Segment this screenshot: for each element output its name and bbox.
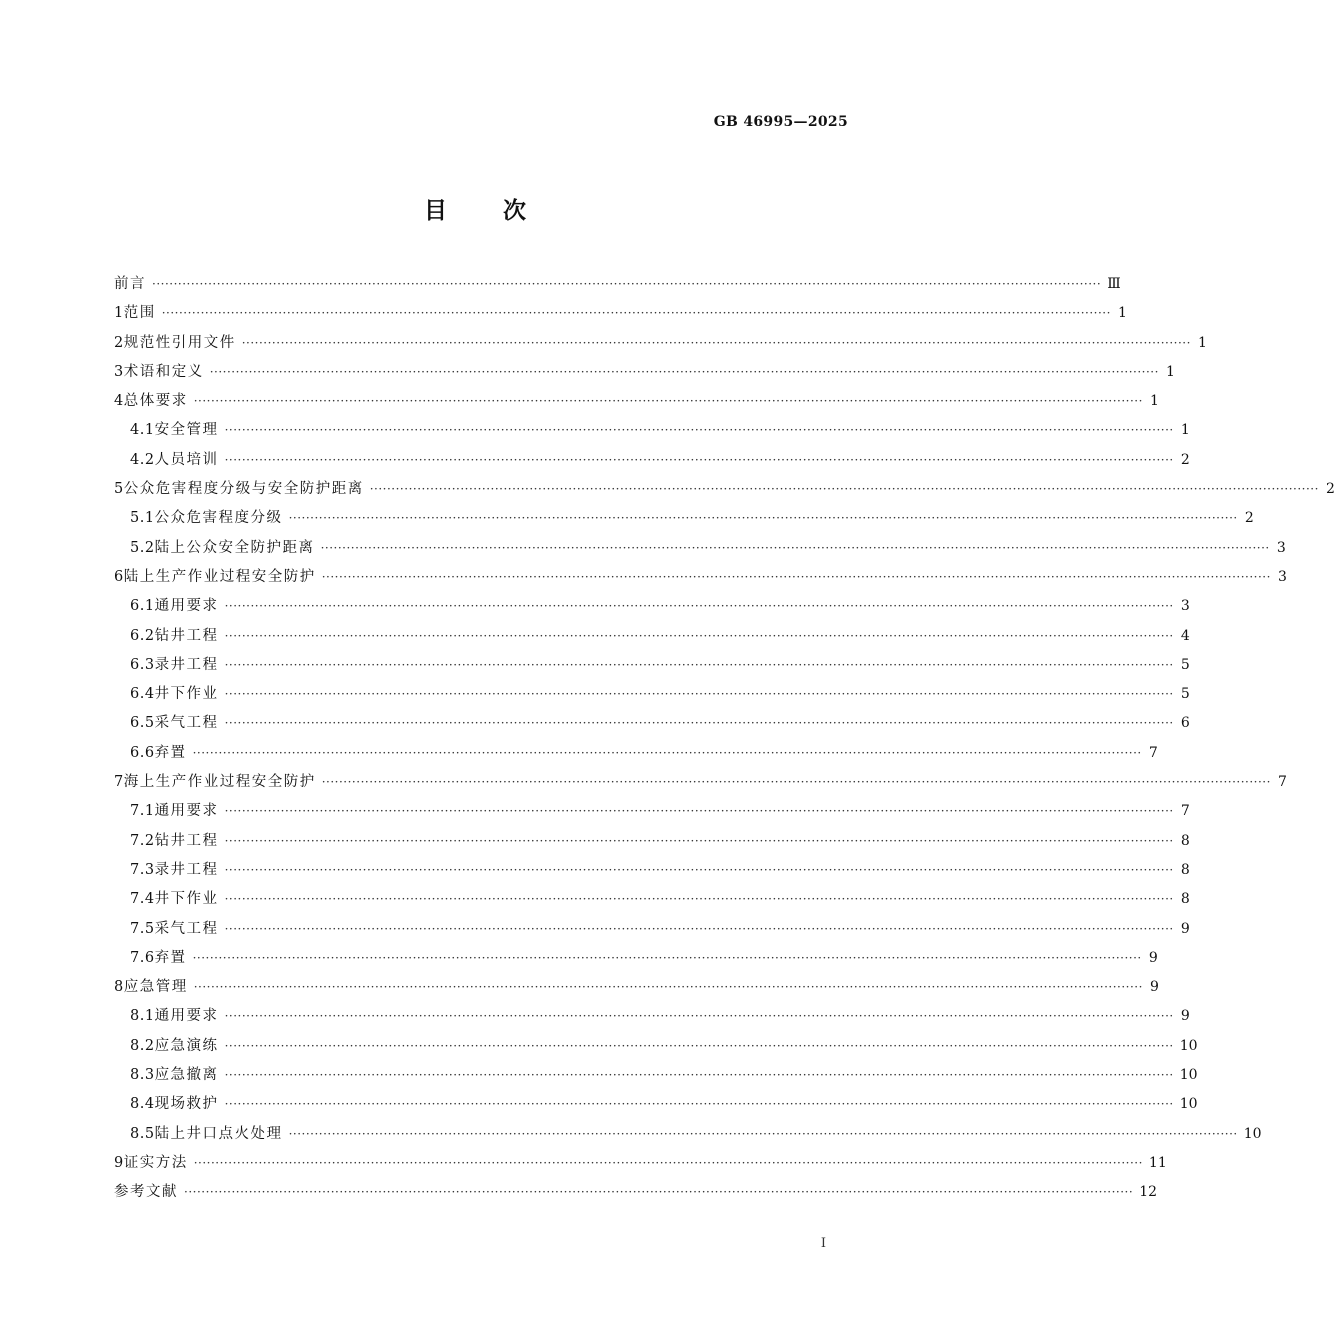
toc-dot-leader: ····························································································································································································································: [369, 482, 1319, 497]
toc-entry-page: 3: [1278, 568, 1287, 585]
toc-entry[interactable]: [114, 797, 1190, 826]
toc-entry-number: 1: [114, 305, 124, 322]
toc-dot-leader: ····························································································································································································································: [224, 804, 1174, 819]
toc-entry-page: 1: [1198, 334, 1207, 351]
toc-entry[interactable]: [114, 270, 1121, 299]
toc-entry[interactable]: [114, 387, 1159, 416]
toc-entry-number: 5.2: [130, 539, 155, 556]
toc-entry-number: 7: [114, 774, 124, 791]
toc-entry[interactable]: [114, 973, 1159, 1002]
toc-entry-title: 规范性引用文件: [123, 334, 236, 351]
toc-entry-page: 12: [1139, 1184, 1158, 1201]
toc-entry[interactable]: [114, 1002, 1190, 1031]
toc-entry-number: 6.6: [130, 744, 155, 761]
toc-entry-title: 人员培训: [154, 451, 219, 468]
toc-entry-title: 公众危害程度分级: [154, 510, 283, 527]
toc-entry-number: 6.4: [130, 686, 155, 703]
toc-entry[interactable]: [114, 885, 1190, 914]
toc-entry-title: 现场救护: [154, 1096, 219, 1113]
toc-entry-title: 陆上生产作业过程安全防护: [123, 568, 316, 585]
toc-entry[interactable]: [114, 299, 1127, 328]
toc-entry[interactable]: [114, 534, 1286, 563]
toc-dot-leader: ····························································································································································································································: [161, 306, 1111, 321]
toc-dot-leader: ····························································································································································································································: [224, 628, 1174, 643]
toc-dot-leader: ····························································································································································································································: [288, 1126, 1238, 1141]
toc-entry-page: 11: [1148, 1154, 1167, 1171]
toc-entry-number: 6.5: [130, 715, 155, 732]
toc-entry[interactable]: [114, 358, 1175, 387]
toc-dot-leader: ····························································································································································································································: [321, 775, 1271, 790]
toc-dot-leader: ····························································································································································································································: [224, 1038, 1174, 1053]
toc-entry[interactable]: [114, 680, 1190, 709]
toc-dot-leader: ····························································································································································································································: [224, 1009, 1174, 1024]
toc-entry-page: 1: [1118, 305, 1127, 322]
toc-entry-title: 总体要求: [123, 393, 188, 410]
toc-entry[interactable]: [114, 739, 1158, 768]
toc-entry-title: 通用要求: [154, 1008, 219, 1025]
toc-entry-number: 4.1: [130, 422, 155, 439]
toc-entry-title: 安全管理: [154, 422, 219, 439]
toc-entry[interactable]: [114, 856, 1190, 885]
toc-entry-title: 录井工程: [154, 656, 219, 673]
toc-entry-title: 公众危害程度分级与安全防护距离: [123, 481, 364, 498]
toc-entry[interactable]: [114, 446, 1190, 475]
toc-dot-leader: ····························································································································································································································: [224, 423, 1174, 438]
toc-entry-number: 6.3: [130, 656, 155, 673]
toc-entry-page: 10: [1243, 1125, 1262, 1142]
toc-entry-page: 9: [1148, 949, 1158, 966]
toc-entry-title: 前言: [114, 276, 146, 292]
toc-dot-leader: ····························································································································································································································: [152, 277, 1102, 291]
table-of-contents: [114, 270, 1335, 1208]
toc-entry-number: 6.1: [130, 598, 155, 615]
toc-entry-title: 范围: [123, 305, 156, 322]
toc-dot-leader: ····························································································································································································································: [224, 862, 1174, 877]
toc-entry[interactable]: [114, 651, 1190, 680]
toc-entry[interactable]: [114, 768, 1287, 797]
toc-entry-title: 采气工程: [154, 920, 219, 937]
toc-entry-number: 8: [114, 979, 124, 996]
toc-entry[interactable]: [114, 915, 1190, 944]
toc-entry-title: 海上生产作业过程安全防护: [123, 774, 316, 791]
toc-entry-number: 7.3: [130, 861, 155, 878]
toc-entry-number: 6.2: [130, 627, 155, 644]
toc-entry[interactable]: [114, 1120, 1262, 1149]
toc-entry[interactable]: [114, 592, 1190, 621]
toc-entry-number: 8.3: [130, 1067, 155, 1084]
toc-entry-page: 1: [1180, 422, 1190, 439]
toc-entry[interactable]: [114, 416, 1190, 445]
toc-entry-page: 3: [1276, 539, 1286, 556]
toc-dot-leader: ····························································································································································································································: [224, 1068, 1174, 1083]
toc-entry[interactable]: [114, 1178, 1158, 1207]
toc-entry-title: 应急演练: [154, 1037, 219, 1054]
toc-entry-title: 采气工程: [154, 715, 219, 732]
toc-entry-page: 8: [1180, 861, 1190, 878]
toc-entry-title: 陆上公众安全防护距离: [154, 539, 315, 556]
toc-entry-title: 钻井工程: [154, 832, 219, 849]
toc-entry-number: 7.1: [130, 803, 155, 820]
toc-entry-title: 井下作业: [154, 686, 219, 703]
footer-page-number: I: [820, 1236, 826, 1251]
standard-code: GB 46995—2025: [713, 114, 848, 130]
page-title-char-1: 目: [424, 197, 447, 224]
toc-entry-title: 通用要求: [154, 598, 219, 615]
toc-entry-number: 7.5: [130, 920, 155, 937]
toc-entry-number: 9: [114, 1154, 124, 1171]
toc-entry-page: 5: [1180, 686, 1190, 703]
toc-entry-page: 2: [1180, 451, 1190, 468]
toc-entry[interactable]: [114, 622, 1190, 651]
toc-entry[interactable]: [114, 504, 1254, 533]
toc-entry[interactable]: [114, 563, 1287, 592]
toc-entry[interactable]: [114, 944, 1158, 973]
toc-dot-leader: ····························································································································································································································: [224, 657, 1174, 672]
toc-entry-number: 8.1: [130, 1008, 155, 1025]
toc-entry-page: 2: [1326, 481, 1335, 498]
toc-entry-number: 3: [114, 363, 124, 380]
toc-entry-page: 1: [1150, 393, 1159, 410]
toc-dot-leader: ····························································································································································································································: [192, 950, 1142, 965]
toc-entry-number: 8.4: [130, 1096, 155, 1113]
toc-entry-page: 8: [1180, 891, 1190, 908]
toc-entry-page: 3: [1180, 598, 1190, 615]
toc-dot-leader: ····························································································································································································································: [192, 745, 1142, 760]
toc-entry-number: 7.2: [130, 832, 155, 849]
toc-dot-leader: ····························································································································································································································: [224, 1097, 1174, 1112]
toc-entry-page: 10: [1179, 1067, 1198, 1084]
toc-entry[interactable]: [114, 1149, 1167, 1178]
toc-dot-leader: ····························································································································································································································: [224, 892, 1174, 907]
toc-entry-page: 9: [1180, 920, 1190, 937]
toc-entry[interactable]: [114, 475, 1335, 504]
toc-dot-leader: ····························································································································································································································: [241, 335, 1191, 350]
toc-entry-title: 证实方法: [123, 1154, 188, 1171]
toc-entry-number: 2: [114, 334, 124, 351]
toc-entry-page: 8: [1180, 832, 1190, 849]
toc-entry-title: 钻井工程: [154, 627, 219, 644]
toc-entry-page: 4: [1180, 627, 1190, 644]
toc-entry-page: Ⅲ: [1107, 276, 1121, 292]
toc-dot-leader: ····························································································································································································································: [224, 599, 1174, 614]
toc-entry-number: 5.1: [130, 510, 155, 527]
toc-entry-number: 8.5: [130, 1125, 155, 1142]
toc-entry-page: 9: [1180, 1008, 1190, 1025]
toc-entry-page: 7: [1278, 774, 1287, 791]
toc-entry-title: 应急撤离: [154, 1067, 219, 1084]
toc-entry-title: 陆上井口点火处理: [154, 1125, 283, 1142]
toc-entry[interactable]: [114, 709, 1190, 738]
toc-entry[interactable]: [114, 1061, 1198, 1090]
toc-dot-leader: ····························································································································································································································: [321, 569, 1271, 584]
toc-dot-leader: ····························································································································································································································: [224, 687, 1174, 702]
toc-dot-leader: ····························································································································································································································: [224, 921, 1174, 936]
toc-entry-number: 6: [114, 568, 124, 585]
toc-entry-title: 录井工程: [154, 861, 219, 878]
toc-entry-title: 应急管理: [123, 979, 188, 996]
toc-entry-title: 参考文献: [114, 1184, 178, 1201]
toc-dot-leader: ····························································································································································································································: [193, 1155, 1143, 1170]
toc-entry[interactable]: [114, 827, 1190, 856]
toc-entry-number: 5: [114, 481, 124, 498]
toc-entry-page: 6: [1180, 715, 1190, 732]
toc-entry-page: 1: [1166, 363, 1175, 380]
toc-dot-leader: ····························································································································································································································: [224, 833, 1174, 848]
toc-entry-page: 7: [1148, 744, 1158, 761]
toc-entry-number: 7.4: [130, 891, 155, 908]
toc-dot-leader: ····························································································································································································································: [224, 452, 1174, 467]
toc-dot-leader: ····························································································································································································································: [193, 980, 1143, 995]
toc-entry-title: 通用要求: [154, 803, 219, 820]
toc-entry[interactable]: [114, 1090, 1198, 1119]
toc-entry-page: 7: [1180, 803, 1190, 820]
toc-dot-leader: ····························································································································································································································: [320, 540, 1270, 555]
toc-entry-number: 4.2: [130, 451, 155, 468]
toc-entry-page: 2: [1244, 510, 1254, 527]
toc-entry-title: 术语和定义: [123, 363, 204, 380]
toc-entry[interactable]: [114, 1032, 1198, 1061]
page-title-char-2: 次: [503, 197, 526, 224]
toc-dot-leader: ····························································································································································································································: [184, 1185, 1134, 1200]
toc-entry-number: 7.6: [130, 949, 155, 966]
toc-entry-title: 弃置: [154, 744, 187, 761]
toc-dot-leader: ····························································································································································································································: [224, 716, 1174, 731]
toc-dot-leader: ····························································································································································································································: [288, 511, 1238, 526]
toc-entry-number: 8.2: [130, 1037, 155, 1054]
toc-entry-title: 井下作业: [154, 891, 219, 908]
toc-entry-title: 弃置: [154, 949, 187, 966]
toc-entry-page: 10: [1179, 1096, 1198, 1113]
toc-entry-page: 5: [1180, 656, 1190, 673]
toc-entry-number: 4: [114, 393, 124, 410]
toc-dot-leader: ····························································································································································································································: [193, 394, 1143, 409]
toc-entry[interactable]: [114, 329, 1207, 358]
page-title: [0, 192, 950, 225]
toc-dot-leader: ····························································································································································································································: [209, 364, 1159, 379]
toc-entry-page: 9: [1150, 979, 1159, 996]
toc-entry-page: 10: [1179, 1037, 1198, 1054]
